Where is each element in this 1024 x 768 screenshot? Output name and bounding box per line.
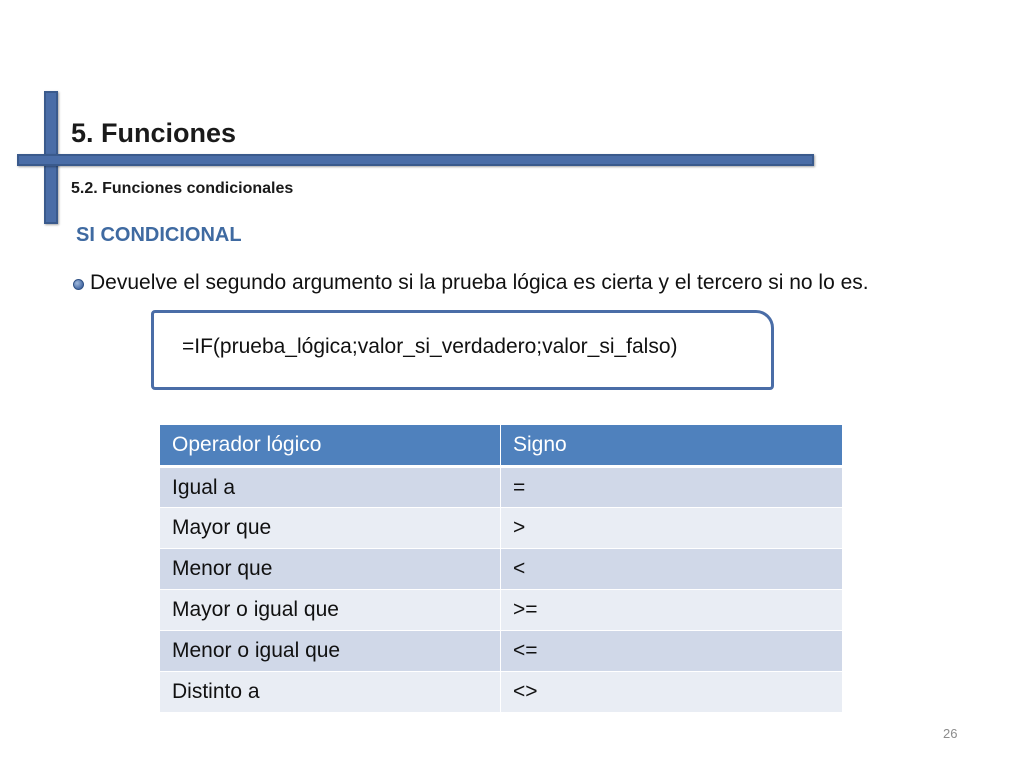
slide-title: 5. Funciones bbox=[71, 118, 237, 148]
bullet-icon bbox=[73, 279, 84, 290]
table-row bbox=[160, 508, 843, 549]
table-cell-operator: Mayor o igual que bbox=[160, 590, 501, 631]
table-header-sign: Signo bbox=[501, 425, 843, 467]
table-cell-sign: > bbox=[501, 508, 843, 549]
title-horizontal-bar bbox=[17, 154, 814, 166]
section-heading: SI CONDICIONAL bbox=[76, 224, 242, 246]
table-header-row bbox=[160, 425, 843, 467]
slide-subtitle: 5.2. Funciones condicionales bbox=[71, 180, 294, 197]
bullet-text: Devuelve el segundo argumento si la prueba lógica es cierta y el tercero si no lo es. bbox=[90, 271, 869, 294]
operators-table bbox=[159, 424, 843, 713]
page-number: 26 bbox=[943, 726, 958, 741]
table-row bbox=[160, 631, 843, 672]
table-cell-sign: <= bbox=[501, 631, 843, 672]
table-cell-operator: Menor que bbox=[160, 549, 501, 590]
table-cell-operator: Menor o igual que bbox=[160, 631, 501, 672]
table-cell-sign: <> bbox=[501, 672, 843, 713]
table-row bbox=[160, 467, 843, 508]
table-cell-operator: Distinto a bbox=[160, 672, 501, 713]
table-row bbox=[160, 672, 843, 713]
table-header-operator: Operador lógico bbox=[160, 425, 501, 467]
table-row bbox=[160, 549, 843, 590]
table-cell-sign: >= bbox=[501, 590, 843, 631]
table-cell-operator: Mayor que bbox=[160, 508, 501, 549]
table-row bbox=[160, 590, 843, 631]
table-cell-operator: Igual a bbox=[160, 467, 501, 508]
formula-box bbox=[151, 310, 774, 390]
formula-text: =IF(prueba_lógica;valor_si_verdadero;valor_si_falso) bbox=[182, 335, 678, 358]
table-cell-sign: = bbox=[501, 467, 843, 508]
table-cell-sign: < bbox=[501, 549, 843, 590]
